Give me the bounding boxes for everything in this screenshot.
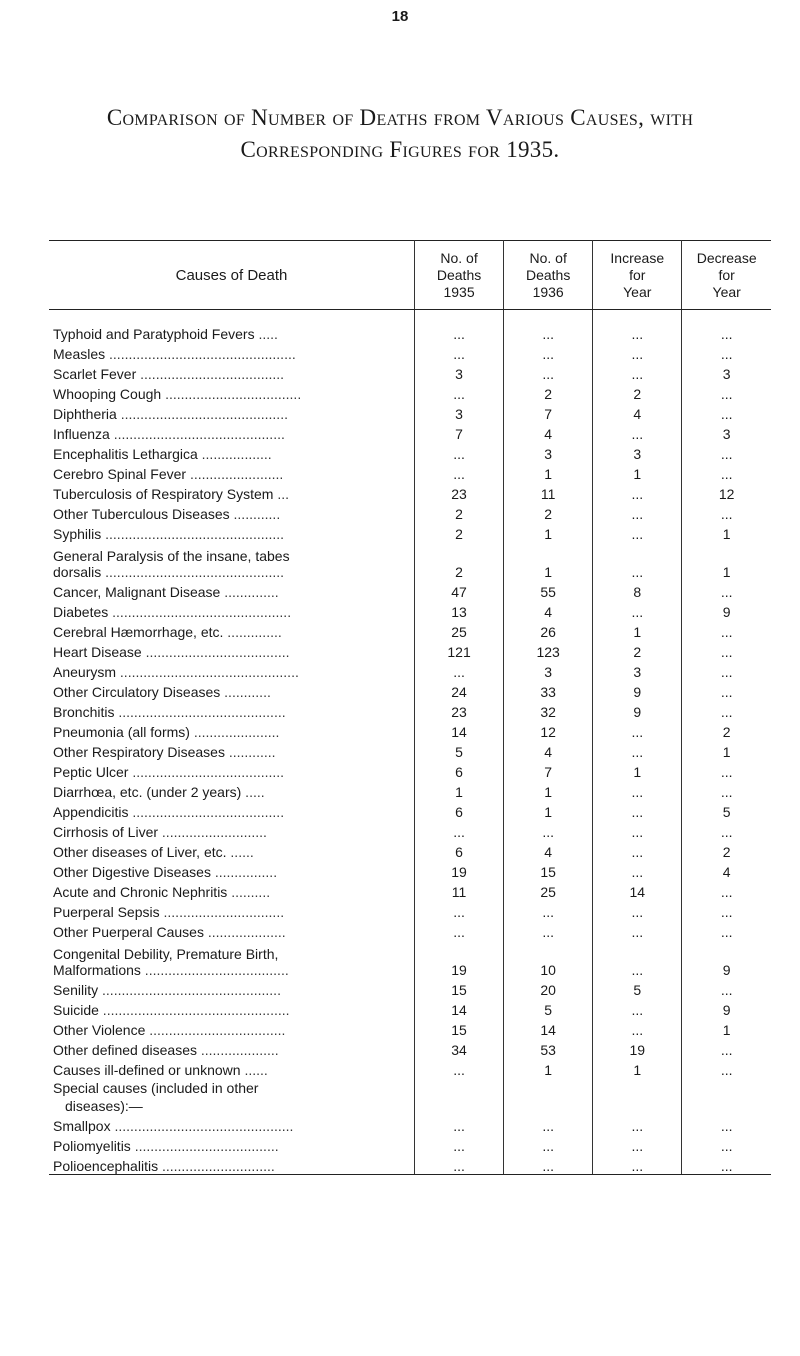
value-d1935: 6 <box>415 760 504 780</box>
cause-cell: Pneumonia (all forms) ...................... <box>49 720 415 740</box>
cause-cell: Whooping Cough ................................... <box>49 382 415 402</box>
value-d1935: 3 <box>415 362 504 382</box>
title-line-1: Comparison of Number of Deaths from Various Causes, with <box>106 105 694 130</box>
value-d1935: ... <box>415 820 504 840</box>
value-dec: 1 <box>722 744 731 760</box>
value-d1935: 14 <box>415 998 504 1018</box>
cause-cell: Other Violence ................................... <box>49 1018 415 1038</box>
value-dec: 1 <box>722 526 731 542</box>
value-inc: ... <box>593 502 682 522</box>
value-d1936: 20 <box>504 978 593 998</box>
table-row <box>49 422 771 442</box>
special-causes-heading <box>49 1096 771 1114</box>
value-d1936: 1 <box>504 1058 593 1078</box>
cause-cell: Acute and Chronic Nephritis .......... <box>49 880 415 900</box>
value-inc: ... <box>593 322 682 342</box>
value-inc: ... <box>593 780 682 800</box>
cause-cell: Polioencephalitis ............................. <box>49 1154 415 1175</box>
cause-cell: Influenza ............................................ <box>49 422 415 442</box>
cause-cell: Other Respiratory Diseases ............ <box>49 740 415 760</box>
special-heading-line: diseases):— <box>49 1096 415 1114</box>
value-d1936: ... <box>504 1154 593 1175</box>
value-inc: 1 <box>593 620 682 640</box>
table-row <box>49 382 771 402</box>
table-row <box>49 1018 771 1038</box>
value-d1936: ... <box>504 1134 593 1154</box>
value-inc: 14 <box>593 880 682 900</box>
table-row <box>49 740 771 760</box>
table-row <box>49 1114 771 1134</box>
special-causes-heading <box>49 1078 771 1096</box>
value-inc: 2 <box>593 640 682 660</box>
cause-cell: Smallpox .............................................. <box>49 1114 415 1134</box>
table-row <box>49 680 771 700</box>
value-d1935: ... <box>415 1058 504 1078</box>
table-row <box>49 820 771 840</box>
value-dec: ... <box>720 924 733 940</box>
value-d1935: 13 <box>415 600 504 620</box>
table-row <box>49 780 771 800</box>
value-d1936: 4 <box>504 740 593 760</box>
value-inc: 3 <box>593 442 682 462</box>
value-dec: 2 <box>722 844 731 860</box>
table-header-row <box>49 241 771 310</box>
value-d1935: 11 <box>415 880 504 900</box>
header-decrease: Decrease for Year <box>682 241 771 310</box>
header-increase: Increase for Year <box>593 241 682 310</box>
value-inc: ... <box>593 998 682 1018</box>
value-d1935: 19 <box>415 860 504 880</box>
value-dec: ... <box>720 644 733 660</box>
value-d1936: ... <box>504 820 593 840</box>
value-dec: ... <box>720 1062 733 1078</box>
value-d1935: 7 <box>415 422 504 442</box>
cause-cell: Diarrhœa, etc. (under 2 years) ..... <box>49 780 415 800</box>
value-d1936: 55 <box>504 580 593 600</box>
value-d1935: 121 <box>415 640 504 660</box>
table-row <box>49 840 771 860</box>
table-row <box>49 482 771 502</box>
title-line-2: Corresponding Figures for 1935. <box>240 137 560 162</box>
value-d1935: ... <box>415 900 504 920</box>
value-dec: ... <box>682 1154 771 1175</box>
value-dec: ... <box>720 386 733 402</box>
value-d1935: ... <box>415 1114 504 1134</box>
value-dec: ... <box>720 326 733 342</box>
value-dec: ... <box>720 584 733 600</box>
cause-cell: Typhoid and Paratyphoid Fevers ..... <box>49 322 415 342</box>
value-dec: ... <box>720 824 733 840</box>
table-row <box>49 1058 771 1078</box>
cause-cell: Cerebro Spinal Fever ........................ <box>49 462 415 482</box>
value-inc: ... <box>593 1134 682 1154</box>
value-inc: ... <box>593 940 682 978</box>
value-d1935: 6 <box>415 800 504 820</box>
table-row <box>49 880 771 900</box>
table-row <box>49 660 771 680</box>
value-dec: ... <box>720 704 733 720</box>
value-inc: ... <box>593 1114 682 1134</box>
value-d1935: ... <box>415 1134 504 1154</box>
cause-cell: Diabetes .............................................. <box>49 600 415 620</box>
cause-cell: Diphtheria ........................................... <box>49 402 415 422</box>
value-d1936: 2 <box>504 382 593 402</box>
value-d1936: 33 <box>504 680 593 700</box>
value-dec: 1 <box>722 564 731 580</box>
value-dec: ... <box>720 1042 733 1058</box>
value-dec: 4 <box>722 864 731 880</box>
value-dec: ... <box>720 466 733 482</box>
value-d1935: ... <box>415 442 504 462</box>
value-d1935: ... <box>415 1154 504 1175</box>
table-row <box>49 998 771 1018</box>
table-row <box>49 700 771 720</box>
cause-cell: Aneurysm .............................................. <box>49 660 415 680</box>
value-inc: 9 <box>593 680 682 700</box>
value-dec: ... <box>720 764 733 780</box>
value-inc: 1 <box>593 462 682 482</box>
cause-cell: Scarlet Fever ..................................... <box>49 362 415 382</box>
cause-cell: Senility .............................................. <box>49 978 415 998</box>
cause-cell: Other defined diseases .................... <box>49 1038 415 1058</box>
value-inc: ... <box>593 362 682 382</box>
value-dec: ... <box>720 884 733 900</box>
value-dec: 2 <box>722 724 731 740</box>
value-inc: ... <box>593 820 682 840</box>
value-inc: 3 <box>593 660 682 680</box>
table-row <box>49 322 771 342</box>
value-inc: ... <box>593 600 682 620</box>
value-inc: ... <box>593 1154 682 1175</box>
value-d1936: 1 <box>504 462 593 482</box>
table-row <box>49 362 771 382</box>
value-d1935: ... <box>415 462 504 482</box>
value-dec: ... <box>720 784 733 800</box>
value-inc: ... <box>593 740 682 760</box>
value-d1936: ... <box>504 900 593 920</box>
cause-cell: Other Puerperal Causes .................... <box>49 920 415 940</box>
cause-cell: Syphilis .............................................. <box>49 522 415 542</box>
value-dec: ... <box>720 506 733 522</box>
page-number: 18 <box>391 8 409 25</box>
table-row <box>49 640 771 660</box>
value-d1936: 4 <box>504 422 593 442</box>
header-deaths-1935: No. of Deaths 1935 <box>415 241 504 310</box>
value-inc: 1 <box>593 1058 682 1078</box>
header-cause: Causes of Death <box>49 241 415 310</box>
value-d1936: 14 <box>504 1018 593 1038</box>
value-d1935: 19 <box>415 940 504 978</box>
value-d1936: ... <box>504 322 593 342</box>
value-inc: ... <box>593 422 682 442</box>
value-d1935: ... <box>415 322 504 342</box>
value-inc: ... <box>593 860 682 880</box>
cause-cell: Bronchitis ........................................... <box>49 700 415 720</box>
value-dec: 9 <box>722 604 731 620</box>
value-inc: ... <box>593 542 682 580</box>
cause-cell: Cerebral Hæmorrhage, etc. .............. <box>49 620 415 640</box>
cause-cell: Encephalitis Lethargica .................. <box>49 442 415 462</box>
value-d1935: 34 <box>415 1038 504 1058</box>
value-d1936: 15 <box>504 860 593 880</box>
value-d1935: 15 <box>415 1018 504 1038</box>
value-inc: 2 <box>593 382 682 402</box>
cause-cell: Suicide ................................................ <box>49 998 415 1018</box>
value-d1936: 10 <box>504 940 593 978</box>
value-dec: ... <box>720 982 733 998</box>
value-inc: ... <box>593 800 682 820</box>
value-d1935: 2 <box>415 542 504 580</box>
value-d1936: 4 <box>504 600 593 620</box>
cause-cell: Other Circulatory Diseases ............ <box>49 680 415 700</box>
value-d1936: 5 <box>504 998 593 1018</box>
value-d1936: 25 <box>504 880 593 900</box>
table-row <box>49 442 771 462</box>
table-row <box>49 760 771 780</box>
table-row <box>49 800 771 820</box>
value-d1936: 7 <box>504 402 593 422</box>
value-d1935: ... <box>415 660 504 680</box>
value-dec: 9 <box>722 962 731 978</box>
value-d1936: 1 <box>504 800 593 820</box>
value-d1936: 1 <box>504 542 593 580</box>
page-title <box>30 102 770 166</box>
table-row <box>49 1038 771 1058</box>
table-row <box>49 542 771 580</box>
value-d1936: ... <box>504 362 593 382</box>
value-d1935: 15 <box>415 978 504 998</box>
cause-cell: Other diseases of Liver, etc. ...... <box>49 840 415 860</box>
table-row <box>49 1154 771 1175</box>
value-d1935: 47 <box>415 580 504 600</box>
cause-cell: Poliomyelitis ..................................... <box>49 1134 415 1154</box>
cause-cell: Other Digestive Diseases ................ <box>49 860 415 880</box>
value-dec: ... <box>720 346 733 362</box>
value-d1935: 5 <box>415 740 504 760</box>
deaths-comparison-table <box>49 240 771 1175</box>
table-row <box>49 860 771 880</box>
table-row <box>49 978 771 998</box>
value-d1936: 4 <box>504 840 593 860</box>
cause-cell: Appendicitis ....................................... <box>49 800 415 820</box>
value-d1936: ... <box>504 920 593 940</box>
table-body <box>49 310 771 1175</box>
value-inc: ... <box>593 900 682 920</box>
cause-cell: Cancer, Malignant Disease .............. <box>49 580 415 600</box>
table-row <box>49 1134 771 1154</box>
value-dec: 9 <box>722 1002 731 1018</box>
value-d1935: 2 <box>415 502 504 522</box>
value-d1936: 12 <box>504 720 593 740</box>
value-dec: 3 <box>722 366 731 382</box>
value-dec: ... <box>720 406 733 422</box>
cause-cell: Puerperal Sepsis ............................... <box>49 900 415 920</box>
value-inc: ... <box>593 482 682 502</box>
value-d1936: 53 <box>504 1038 593 1058</box>
value-d1935: 14 <box>415 720 504 740</box>
value-inc: ... <box>593 522 682 542</box>
cause-cell: Heart Disease ..................................... <box>49 640 415 660</box>
table-row <box>49 900 771 920</box>
table-row <box>49 920 771 940</box>
value-inc: 5 <box>593 978 682 998</box>
cause-cell: Congenital Debility, Premature Birth, Malformations ..................................... <box>49 940 415 978</box>
value-d1936: 32 <box>504 700 593 720</box>
value-d1936: 1 <box>504 780 593 800</box>
value-d1935: 3 <box>415 402 504 422</box>
value-d1936: 3 <box>504 442 593 462</box>
table-row <box>49 580 771 600</box>
value-d1935: 23 <box>415 482 504 502</box>
special-heading-line: Special causes (included in other <box>49 1078 415 1096</box>
table-row <box>49 402 771 422</box>
value-d1935: ... <box>415 382 504 402</box>
value-d1935: 2 <box>415 522 504 542</box>
value-d1936: 11 <box>504 482 593 502</box>
value-d1935: 23 <box>415 700 504 720</box>
value-inc: ... <box>593 342 682 362</box>
table-row <box>49 462 771 482</box>
value-inc: 8 <box>593 580 682 600</box>
value-inc: ... <box>593 1018 682 1038</box>
value-dec: 1 <box>722 1022 731 1038</box>
table-row <box>49 600 771 620</box>
cause-cell: Measles ................................................ <box>49 342 415 362</box>
value-dec: 5 <box>722 804 731 820</box>
value-inc: ... <box>593 840 682 860</box>
value-inc: ... <box>593 920 682 940</box>
value-d1935: 25 <box>415 620 504 640</box>
cause-cell: Other Tuberculous Diseases ............ <box>49 502 415 522</box>
value-d1936: 1 <box>504 522 593 542</box>
value-dec: 3 <box>722 426 731 442</box>
table-row <box>49 502 771 522</box>
table-row <box>49 720 771 740</box>
value-dec: ... <box>720 446 733 462</box>
value-d1936: 2 <box>504 502 593 522</box>
value-inc: ... <box>593 720 682 740</box>
cause-cell: Cirrhosis of Liver ........................... <box>49 820 415 840</box>
value-d1935: ... <box>415 342 504 362</box>
table-row <box>49 940 771 978</box>
value-dec: 12 <box>718 486 735 502</box>
value-inc: 19 <box>593 1038 682 1058</box>
value-dec: ... <box>720 684 733 700</box>
value-dec: ... <box>720 1138 733 1154</box>
header-deaths-1936: No. of Deaths 1936 <box>504 241 593 310</box>
table-row <box>49 522 771 542</box>
value-dec: ... <box>720 624 733 640</box>
table-row <box>49 342 771 362</box>
value-d1936: 3 <box>504 660 593 680</box>
value-inc: 4 <box>593 402 682 422</box>
value-dec: ... <box>720 664 733 680</box>
value-d1936: 123 <box>504 640 593 660</box>
value-d1936: ... <box>504 342 593 362</box>
value-d1935: 24 <box>415 680 504 700</box>
value-d1935: ... <box>415 920 504 940</box>
cause-cell: Peptic Ulcer ....................................... <box>49 760 415 780</box>
value-d1936: 7 <box>504 760 593 780</box>
value-inc: 1 <box>593 760 682 780</box>
cause-cell: Causes ill-defined or unknown ...... <box>49 1058 415 1078</box>
value-d1935: 6 <box>415 840 504 860</box>
cause-cell: Tuberculosis of Respiratory System ... <box>49 482 415 502</box>
table-row <box>49 620 771 640</box>
value-dec: ... <box>720 904 733 920</box>
value-d1935: 1 <box>415 780 504 800</box>
cause-cell: General Paralysis of the insane, tabes dorsalis .............................................. <box>49 542 415 580</box>
value-d1936: 26 <box>504 620 593 640</box>
value-d1936: ... <box>504 1114 593 1134</box>
value-dec: ... <box>720 1118 733 1134</box>
value-inc: 9 <box>593 700 682 720</box>
